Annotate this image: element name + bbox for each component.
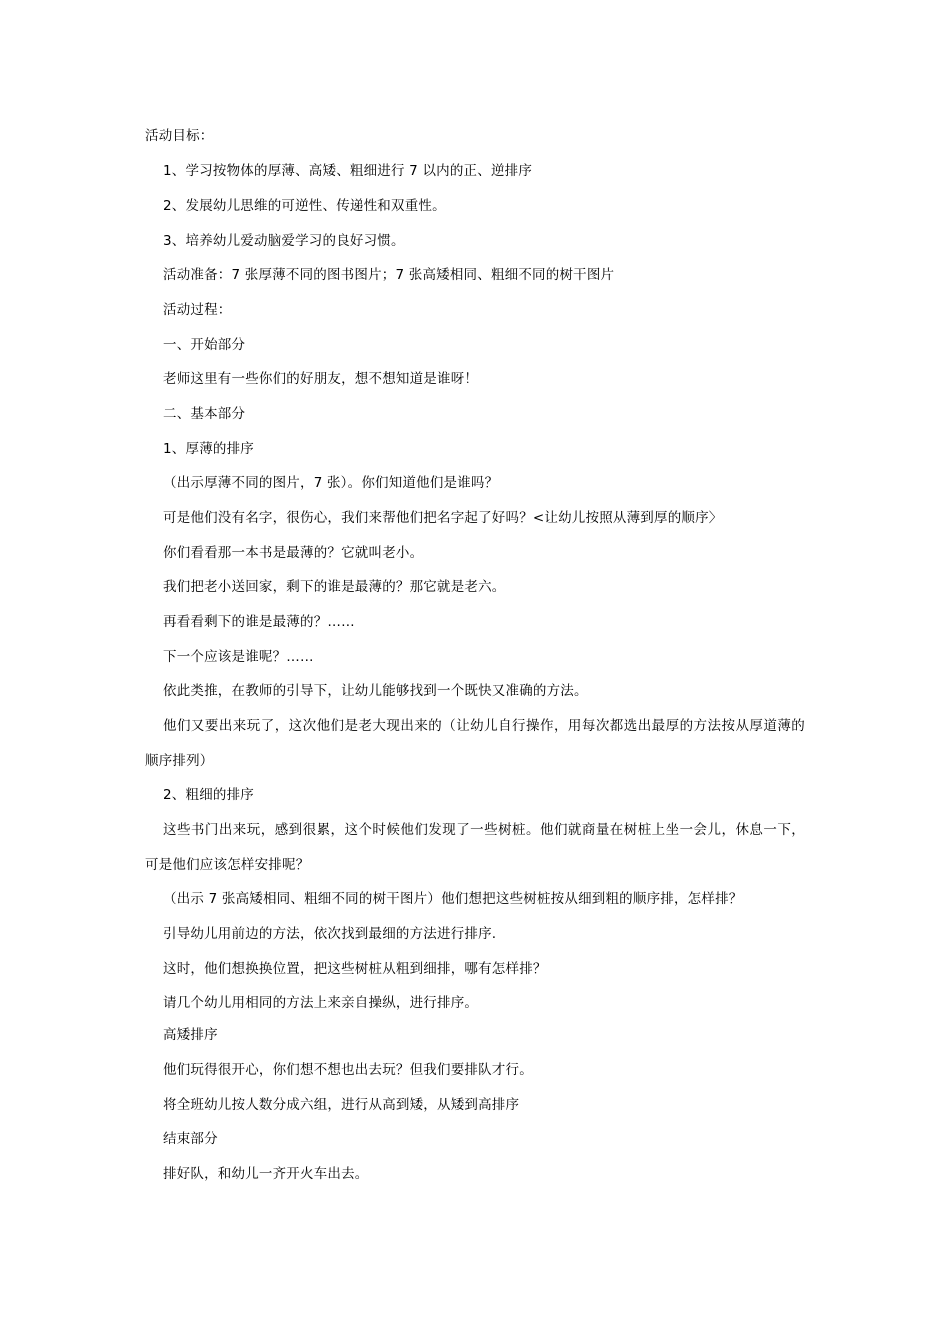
paragraph-line: 将全班幼儿按人数分成六组，进行从高到矮，从矮到高排序 [163, 1097, 520, 1113]
activity-preparation: 活动准备：7 张厚薄不同的图书图片；7 张高矮相同、粗细不同的树干图片 [163, 267, 615, 283]
paragraph-line: 可是他们应该怎样安排呢？ [145, 857, 310, 873]
paragraph-line: 依此类推，在教师的引导下，让幼儿能够找到一个既快又准确的方法。 [163, 683, 588, 699]
section-heading-start: 一、开始部分 [163, 337, 246, 353]
paragraph-line: 这时，他们想换换位置，把这些树桩从粗到细排，哪有怎样排？ [163, 961, 547, 977]
goal-item-2: 2、发展幼儿思维的可逆性、传递性和双重性。 [163, 198, 446, 214]
paragraph-line: 这些书门出来玩，感到很累，这个时候他们发现了一些树桩。他们就商量在树桩上坐一会儿，休息一下， [163, 822, 805, 838]
paragraph-line: 他们玩得很开心，你们想不想也出去玩？但我们要排队才行。 [163, 1062, 533, 1078]
paragraph-line: 请几个幼儿用相同的方法上来亲自操纵，进行排序。 [163, 995, 479, 1011]
paragraph-line: 再看看剩下的谁是最薄的？…… [163, 614, 355, 630]
goal-item-3: 3、培养幼儿爱动脑爱学习的良好习惯。 [163, 233, 405, 249]
goal-item-1: 1、学习按物体的厚薄、高矮、粗细进行 7 以内的正、逆排序 [163, 163, 533, 179]
paragraph-line: 你们看看那一本书是最薄的？它就叫老小。 [163, 545, 424, 561]
section-heading-basic: 二、基本部分 [163, 406, 246, 422]
heading-activity-goals: 活动目标： [145, 128, 214, 144]
section-heading-end: 结束部分 [163, 1131, 218, 1147]
subsection-heading-thickness: 1、厚薄的排序 [163, 441, 254, 457]
subsection-heading-height: 高矮排序 [163, 1027, 218, 1043]
paragraph-line: 老师这里有一些你们的好朋友，想不想知道是谁呀！ [163, 371, 479, 387]
paragraph-line: 可是他们没有名字，很伤心，我们来帮他们把名字起了好吗？<让幼儿按照从薄到厚的顺序〉 [163, 510, 723, 526]
paragraph-line: 我们把老小送回家，剩下的谁是最薄的？那它就是老六。 [163, 579, 506, 595]
paragraph-line: 下一个应该是谁呢？…… [163, 649, 314, 665]
paragraph-line: （出示 7 张高矮相同、粗细不同的树干图片）他们想把这些树桩按从细到粗的顺序排，怎样排？ [163, 891, 743, 907]
subsection-heading-thickness-width: 2、粗细的排序 [163, 787, 254, 803]
paragraph-line: 排好队，和幼儿一齐开火车出去。 [163, 1166, 369, 1182]
paragraph-line: 他们又要出来玩了，这次他们是老大现出来的（让幼儿自行操作，用每次都选出最厚的方法按从厚道薄的 [163, 718, 805, 734]
paragraph-line: （出示厚薄不同的图片，7 张）。你们知道他们是谁吗？ [163, 475, 499, 491]
heading-activity-process: 活动过程： [163, 302, 232, 318]
paragraph-line: 引导幼儿用前边的方法，依次找到最细的方法进行排序. [163, 926, 497, 942]
paragraph-line: 顺序排列） [145, 753, 214, 769]
